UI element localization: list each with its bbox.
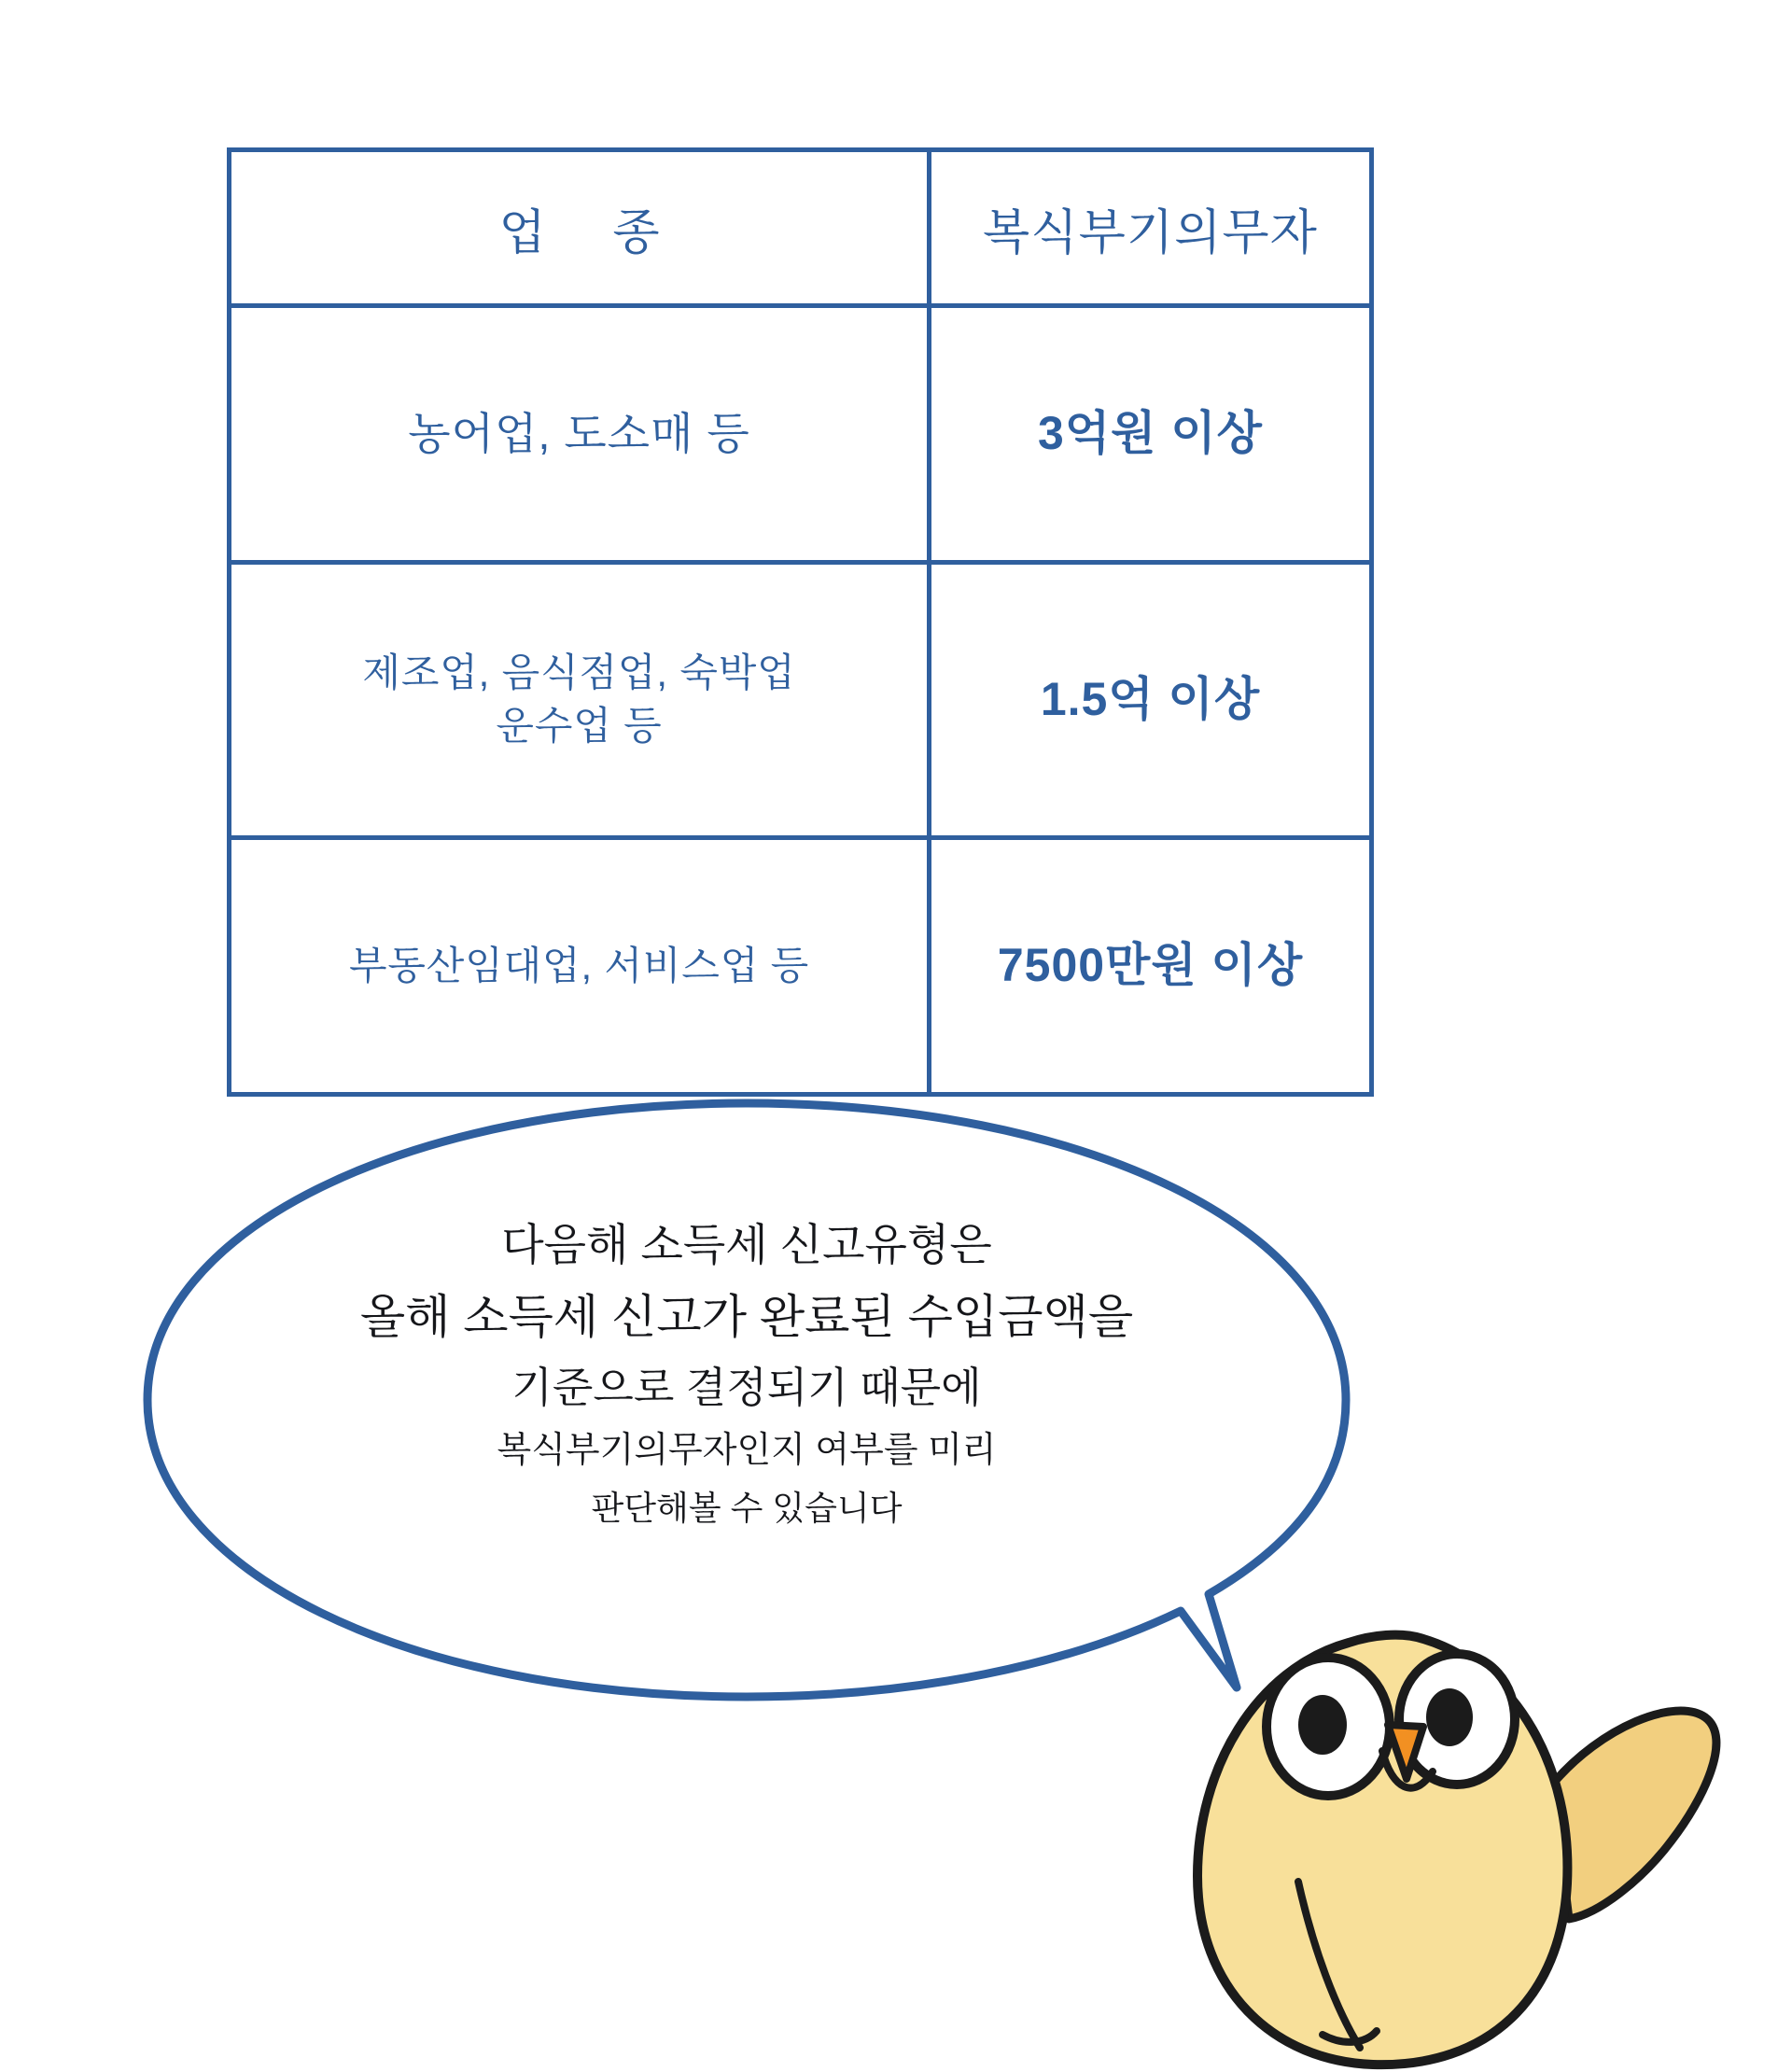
table-cell-threshold: 1.5억 이상 [930,563,1372,838]
owl-mascot [1115,1587,1759,2072]
table-row [230,563,1372,838]
owl-pupil-left [1298,1695,1347,1755]
table-cell-category-line2: 운수업 등 [496,704,663,748]
bubble-line-3: 기준으로 결정되기 때문에 [511,1363,982,1411]
table-cell-threshold: 7500만원 이상 [930,838,1372,1095]
bubble-line-5: 판단해볼 수 있습니다 [591,1488,903,1527]
table-row [230,306,1372,563]
business-type-threshold-table [227,147,1374,1097]
owl-illustration-icon [1115,1587,1759,2072]
bubble-line-2: 올해 소득세 신고가 완료된 수입금액을 [359,1290,1134,1343]
table-cell-category [230,563,930,838]
bubble-line-1: 다음해 소득세 신고유형은 [501,1220,992,1269]
table-cell-category: 농어업, 도소매 등 [230,306,930,563]
table-header-business-type: 업 종 [230,150,930,306]
owl-pupil-right [1426,1688,1473,1746]
table-cell-category-line1: 제조업, 음식점업, 숙박업 [362,651,796,695]
table-cell-threshold: 3억원 이상 [930,306,1372,563]
table-cell-category: 부동산임대업, 서비스업 등 [230,838,930,1095]
table-header-obligation: 복식부기의무자 [930,150,1372,306]
owl-wing-right [1552,1711,1716,1919]
table-header-row [230,150,1372,306]
speech-bubble-text [271,1211,1223,1535]
table-row [230,838,1372,1095]
bubble-line-4: 복식부기의무자인지 여부를 미리 [497,1430,997,1470]
